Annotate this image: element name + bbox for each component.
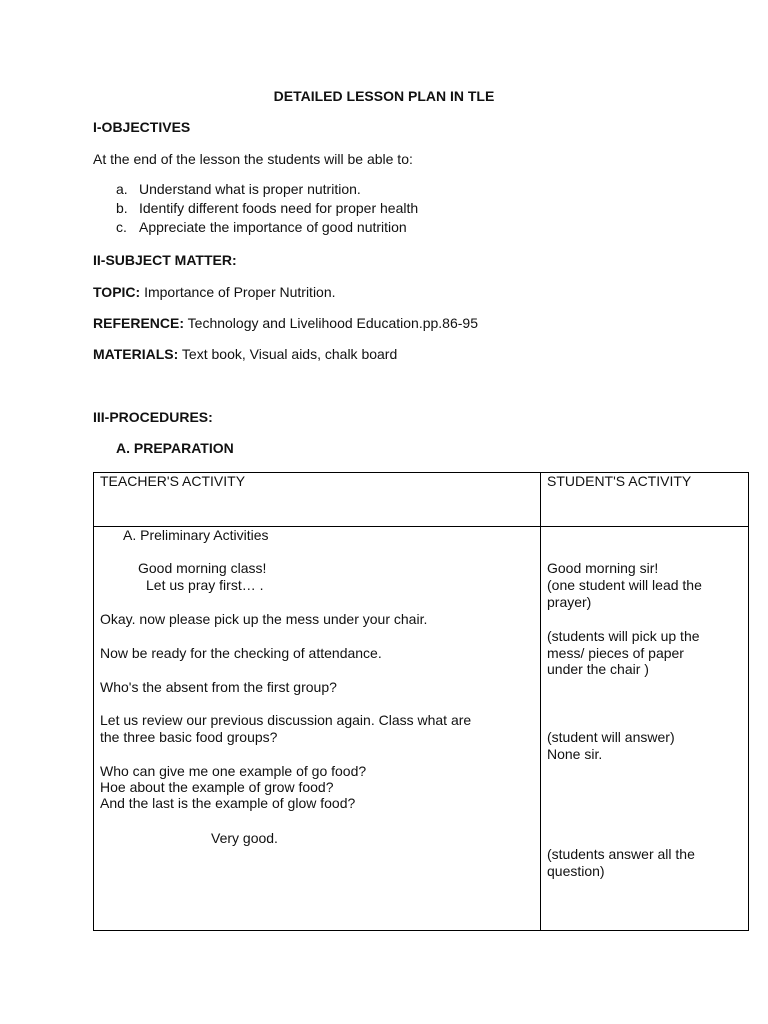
topic-line (93, 284, 336, 301)
procedures-heading: III-PROCEDURES: (93, 409, 213, 425)
subject-matter-heading: II-SUBJECT MATTER: (93, 252, 237, 268)
teacher-line-go-food: Who can give me one example of go food? (100, 763, 367, 779)
list-text: Understand what is proper nutrition. (139, 181, 361, 197)
student-activity-header: STUDENT'S ACTIVITY (547, 473, 692, 489)
student-line-greeting: Good morning sir! (547, 560, 659, 576)
materials-line (93, 346, 397, 363)
materials-label: MATERIALS: (93, 346, 179, 362)
reference-value: Technology and Livelihood Education.pp.86-95 (184, 315, 478, 331)
student-line-all-2: question) (547, 863, 605, 879)
teacher-line-preliminary: A. Preliminary Activities (123, 527, 269, 543)
teacher-line-very-good: Very good. (211, 830, 278, 846)
procedure-table (93, 472, 749, 931)
student-line-none: None sir. (547, 746, 603, 762)
teacher-line-review-2: the three basic food groups? (100, 729, 278, 745)
teacher-line-attendance: Now be ready for the checking of attendance. (100, 645, 382, 661)
list-marker: a. (116, 181, 128, 197)
student-line-answer: (student will answer) (547, 729, 675, 745)
list-item (116, 219, 418, 238)
materials-value: Text book, Visual aids, chalk board (178, 346, 398, 362)
list-text: Appreciate the importance of good nutrition (139, 219, 407, 235)
preparation-heading: A. PREPARATION (116, 440, 234, 456)
teacher-line-review-1: Let us review our previous discussion again. Class what are (100, 712, 472, 728)
teacher-line-absent: Who's the absent from the first group? (100, 679, 337, 695)
teacher-line-grow-food: Hoe about the example of grow food? (100, 779, 334, 795)
objectives-intro: At the end of the lesson the students will be able to: (93, 151, 413, 167)
column-divider (540, 473, 541, 930)
topic-value: Importance of Proper Nutrition. (140, 284, 336, 300)
list-item (116, 200, 418, 219)
student-line-pick-2: mess/ pieces of paper (547, 645, 684, 661)
student-line-prayer-1: (one student will lead the (547, 577, 702, 593)
student-line-pick-1: (students will pick up the (547, 628, 700, 644)
student-line-all-1: (students answer all the (547, 846, 695, 862)
list-item (116, 181, 418, 200)
document-title: DETAILED LESSON PLAN IN TLE (273, 88, 495, 104)
list-marker: b. (116, 200, 128, 216)
teacher-line-pray: Let us pray first… . (146, 577, 264, 593)
topic-label: TOPIC: (93, 284, 141, 300)
teacher-line-glow-food: And the last is the example of glow food? (100, 795, 356, 811)
student-line-prayer-2: prayer) (547, 594, 592, 610)
teacher-activity-header: TEACHER'S ACTIVITY (100, 473, 246, 489)
list-marker: c. (116, 219, 127, 235)
objectives-list (116, 181, 418, 238)
student-line-pick-3: under the chair ) (547, 661, 649, 677)
reference-label: REFERENCE: (93, 315, 185, 331)
reference-line (93, 315, 478, 332)
teacher-line-greeting: Good morning class! (138, 560, 267, 576)
objectives-heading: I-OBJECTIVES (93, 119, 191, 135)
teacher-line-mess: Okay. now please pick up the mess under your chair. (100, 611, 428, 627)
list-text: Identify different foods need for proper health (139, 200, 419, 216)
